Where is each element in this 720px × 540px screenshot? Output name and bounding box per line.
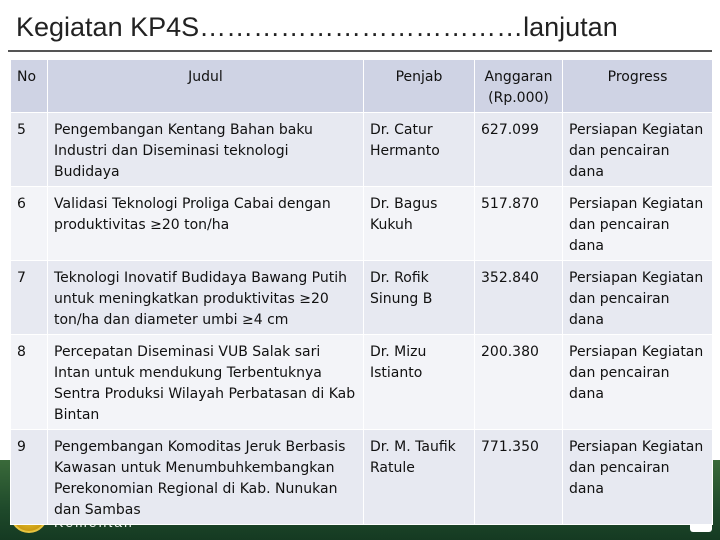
header-judul: Judul: [48, 60, 364, 113]
cell-judul: Teknologi Inovatif Budidaya Bawang Putih untuk meningkatkan produktivitas ≥20 ton/ha dan diameter umbi ≥4 cm: [48, 261, 364, 335]
activity-table: [10, 59, 713, 525]
footer-org-text: Kementan: [54, 514, 134, 530]
title-divider: [8, 50, 712, 52]
header-anggaran-label: Anggaran (Rp.000): [484, 69, 553, 106]
cell-penjab: Dr. Bagus Kukuh: [364, 187, 475, 261]
cell-penjab: Dr. M. Taufik Ratule: [364, 430, 475, 525]
cell-no: 9: [11, 430, 48, 525]
table-row: [11, 261, 713, 335]
table-header-row: [11, 60, 713, 113]
table-row: [11, 335, 713, 430]
table-row: [11, 187, 713, 261]
page-number: 20: [664, 480, 676, 491]
header-no: No: [11, 60, 48, 113]
cell-anggaran: 352.840: [475, 261, 563, 335]
header-progress: Progress: [563, 60, 713, 113]
cell-penjab: Dr. Catur Hermanto: [364, 113, 475, 187]
cell-progress: Persiapan Kegiatan dan pencairan dana: [563, 113, 713, 187]
cell-judul: Validasi Teknologi Proliga Cabai dengan produktivitas ≥20 ton/ha: [48, 187, 364, 261]
cell-anggaran: 200.380: [475, 335, 563, 430]
footer-tagline: SCIENCE.INNOVATION.NETWORKS: [502, 517, 686, 528]
cell-progress: Persiapan Kegiatan dan pencairan dana: [563, 187, 713, 261]
table-row: [11, 430, 713, 525]
cell-anggaran: 627.099: [475, 113, 563, 187]
cell-progress: Persiapan Kegiatan dan pencairan dana: [563, 430, 713, 525]
cell-anggaran: 771.350: [475, 430, 563, 525]
cell-no: 5: [11, 113, 48, 187]
slide-title: Kegiatan KP4S………………………………lanjutan: [16, 12, 618, 42]
cell-penjab: Dr. Rofik Sinung B: [364, 261, 475, 335]
cell-no: 7: [11, 261, 48, 335]
header-penjab: Penjab: [364, 60, 475, 113]
cell-progress: Persiapan Kegiatan dan pencairan dana: [563, 261, 713, 335]
cell-anggaran: 517.870: [475, 187, 563, 261]
cell-judul: Percepatan Diseminasi VUB Salak sari Intan untuk mendukung Terbentuknya Sentra Produksi Wilayah Perbatasan di Kab Bintan: [48, 335, 364, 430]
cell-penjab: Dr. Mizu Istianto: [364, 335, 475, 430]
cell-no: 6: [11, 187, 48, 261]
cell-judul: Pengembangan Komoditas Jeruk Berbasis Kawasan untuk Menumbuhkembangkan Perekonomian Regional di Kab. Nunukan dan Sambas: [48, 430, 364, 525]
cell-progress: Persiapan Kegiatan dan pencairan dana: [563, 335, 713, 430]
table-row: [11, 113, 713, 187]
cell-judul: Pengembangan Kentang Bahan baku Industri dan Diseminasi teknologi Budidaya: [48, 113, 364, 187]
cell-no: 8: [11, 335, 48, 430]
header-anggaran: [475, 60, 563, 113]
